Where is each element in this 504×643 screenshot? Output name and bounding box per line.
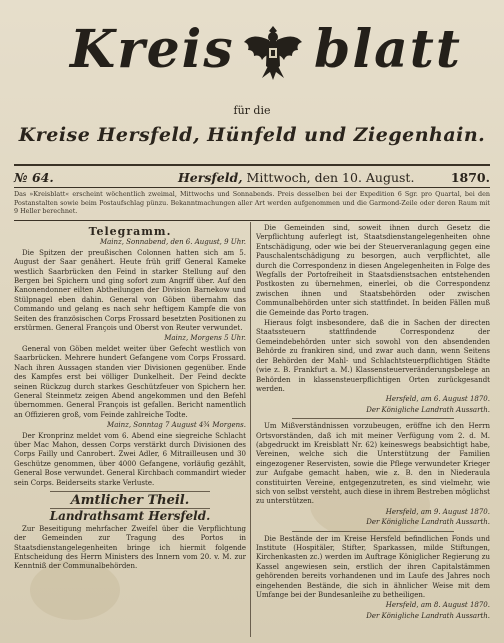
section-divider	[50, 491, 210, 492]
signature-name: Der Königliche Landrath Aussarth.	[366, 405, 490, 414]
issue-year: 1870.	[450, 170, 490, 185]
left-column	[14, 224, 246, 573]
dateline: Mainz, Morgens 5 Uhr.	[164, 334, 246, 343]
masthead-subtitle: Kreise Hersfeld, Hünfeld und Ziegenhain.	[18, 124, 486, 146]
masthead	[14, 0, 490, 102]
signature-date: Hersfeld, am 6. August 1870.	[385, 395, 490, 404]
article-paragraph: Die Spitzen der preußischen Colonnen hatten sich am 5. August der Saar genähert. Heute früh griff General Kameke westlich Saarbrücken den Feind in starker Stellung auf den Bergen bei Spichern und ging sofort zum Angriff über. Auf den Kanonendonner eilten Abtheilungen der Division Barnekow und Stülpnagel eben dahin. General von Göben übernahm das Commando und gelang es nach sehr heftigem Kampfe die von Seiten des französischen Corps Frossard besetzten Positionen zu erstürmen. General François und Oberst von Reuter verwundet.	[14, 248, 246, 333]
section-divider	[292, 531, 454, 532]
landrath-office-heading: Landrathsamt Hersfeld.	[49, 509, 211, 524]
article-paragraph: Hieraus folgt insbesondere, daß die in Sachen der directen Staatssteuern stattfindende Correspondenz der Gemeindebehörden unter sich sowohl von den absendenden Behörde zu frankiren sind, und zwar auch dann, wenn Seitens der Behörden der Mahl- und Schlachtsteuerpflichtigen Städte (wie z. B. Frankfurt a. M.) Klassensteuerveränderungsbelege an Behörden in klassensteuerpflichtigen Orten zurückgesandt werden.	[256, 319, 490, 393]
article-paragraph: Der Kronprinz meldet vom 6. Abend eine siegreiche Schlacht über Mac Mahon, dessen Corps verstärkt durch Divisionen des Corps Failly und Canrobert. Zwei Adler, 6 Mitrailleusen und 30 Geschütze genommen, über 4000 Gefangene, vorläufig gezählt, General Bose verwundet. General Kirchbach commandirt wieder sein Corps. Beiderseits starke Verluste.	[14, 431, 246, 487]
telegram-dateline: Mainz, Sonnabend, den 6. August, 9 Uhr.	[99, 238, 246, 247]
signature-name: Der Königliche Landrath Aussarth.	[366, 611, 490, 620]
masthead-fuer: für die	[233, 104, 271, 117]
article-paragraph: General von Göben meldet weiter über Gefecht westlich von Saarbrücken. Mehrere hundert Gefangene vom Corps Frossard. Nach ihren Aussagen standen vier Divisionen gegenüber. Ende des Kampfes erst bei völliger Dunkelheit. Der Feind deckte seinen Rückzug durch starkes Geschützfeuer von Spichern her. General Steinmetz zeigen Abend angekommen und den Befehl übernommen. General François ist gefallen. Bericht namentlich an Offizieren groß, vom Feinde zahlreiche Todte.	[14, 344, 246, 419]
section-divider	[292, 418, 454, 419]
issue-number: № 64.	[14, 170, 54, 185]
issue-date: Mittwoch, den 10. August.	[246, 170, 415, 185]
dateline: Mainz, Sonntag 7 August 4¾ Morgens.	[107, 421, 246, 430]
issue-rule	[14, 187, 490, 188]
signature-date: Hersfeld, am 9. August 1870.	[385, 507, 490, 516]
article-paragraph: Um Mißverständnissen vorzubeugen, eröffne ich den Herrn Ortsvorständen, daß ich mit meiner Verfügung vom 2. d. M. (abgedruckt im Kreisblatt Nr. 62) keineswegs beabsichtigt habe, Vereinen, welche sich die Unterstützung der Familien eingezogener Reservisten, sowie die Pflege verwundeter Krieger zur Aufgabe gemacht haben, wie z. B. den in Niederaula constituirten Vereine, entgegenzutreten, es sind vielmehr, wie sich von selbst versteht, auch diese in ihrem Bestreben möglichst zu unterstützen.	[256, 422, 490, 506]
notice-rule	[14, 220, 490, 221]
top-rule	[14, 164, 490, 166]
issue-place-date	[178, 170, 414, 185]
issue-place: Hersfeld,	[178, 170, 243, 185]
masthead-title-left: Kreis	[70, 19, 235, 80]
eagle-emblem-icon	[242, 22, 304, 84]
signature-date: Hersfeld, am 8. August 1870.	[385, 601, 490, 610]
subscription-notice: Das »Kreisblatt« erscheint wöchentlich zweimal, Mittwochs und Sonnabends. Preis desselben bei der Expedition 6 Sgr. pro Quartal, bei den Postanstalten sowie beim Postaufschlag pünzu. Bekanntmachungen aller Art werden aufgenommen und die Garmond-Zeile oder deren Raum mit 9 Heller berechnet.	[14, 190, 490, 216]
column-divider	[250, 222, 251, 637]
signature-name: Der Königliche Landrath Aussarth.	[366, 518, 490, 527]
article-paragraph: Die Bestände der im Kreise Hersfeld befindlichen Fonds und Institute (Hospitäler, Stifter, Sparkassen, milde Stiftungen, Kirchenkasten zc.) werden im Auftrage Königlicher Regierung zu Kassel angewiesen sein, erstlich der ihren Capitalstämmen gehörenden bereits vorhandenen und im Laufe des Jahres noch eingehenden Bestände, die sich in ähnlicher Weise mit dem Umfange bei der Bundesanleihe zu betheiligen.	[256, 534, 490, 600]
right-column	[256, 224, 490, 622]
telegram-heading: Telegramm.	[88, 225, 172, 238]
official-section-heading: Amtlicher Theil.	[70, 492, 190, 508]
article-paragraph: Zur Beseitigung mehrfacher Zweifel über die Verpflichtung der Gemeinden zur Tragung des Portos in Staatsdienstangelegenheiten bringe ich hiermit folgende Entscheidung des Herrn Ministers des Innern vom 20. v. M. zur Kenntniß der Communalbehörden.	[14, 524, 246, 571]
article-paragraph: Die Gemeinden sind, soweit ihnen durch Gesetz die Verpflichtung auferlegt ist, Staatsdienstangelegenheiten ohne Entschädigung, oder wie bei der Steuerveranlagung gegen eine Pauschalentschädigung zu besorgen, auch verpflichtet, alle durch die Correspondenz in diesen Angelegenheiten in Folge des Wegfalls der Portofreiheit in Staatsdienstsachen entstehenden Postkosten zu übernehmen, einerlei, ob die Correspondenz zwischen ihnen und Staatsbehörden oder zwischen Communalbehörden unter sich stattfindet. In beiden Fällen muß die Gemeinde das Porto tragen.	[256, 224, 490, 317]
masthead-title-right: blatt	[314, 19, 462, 80]
